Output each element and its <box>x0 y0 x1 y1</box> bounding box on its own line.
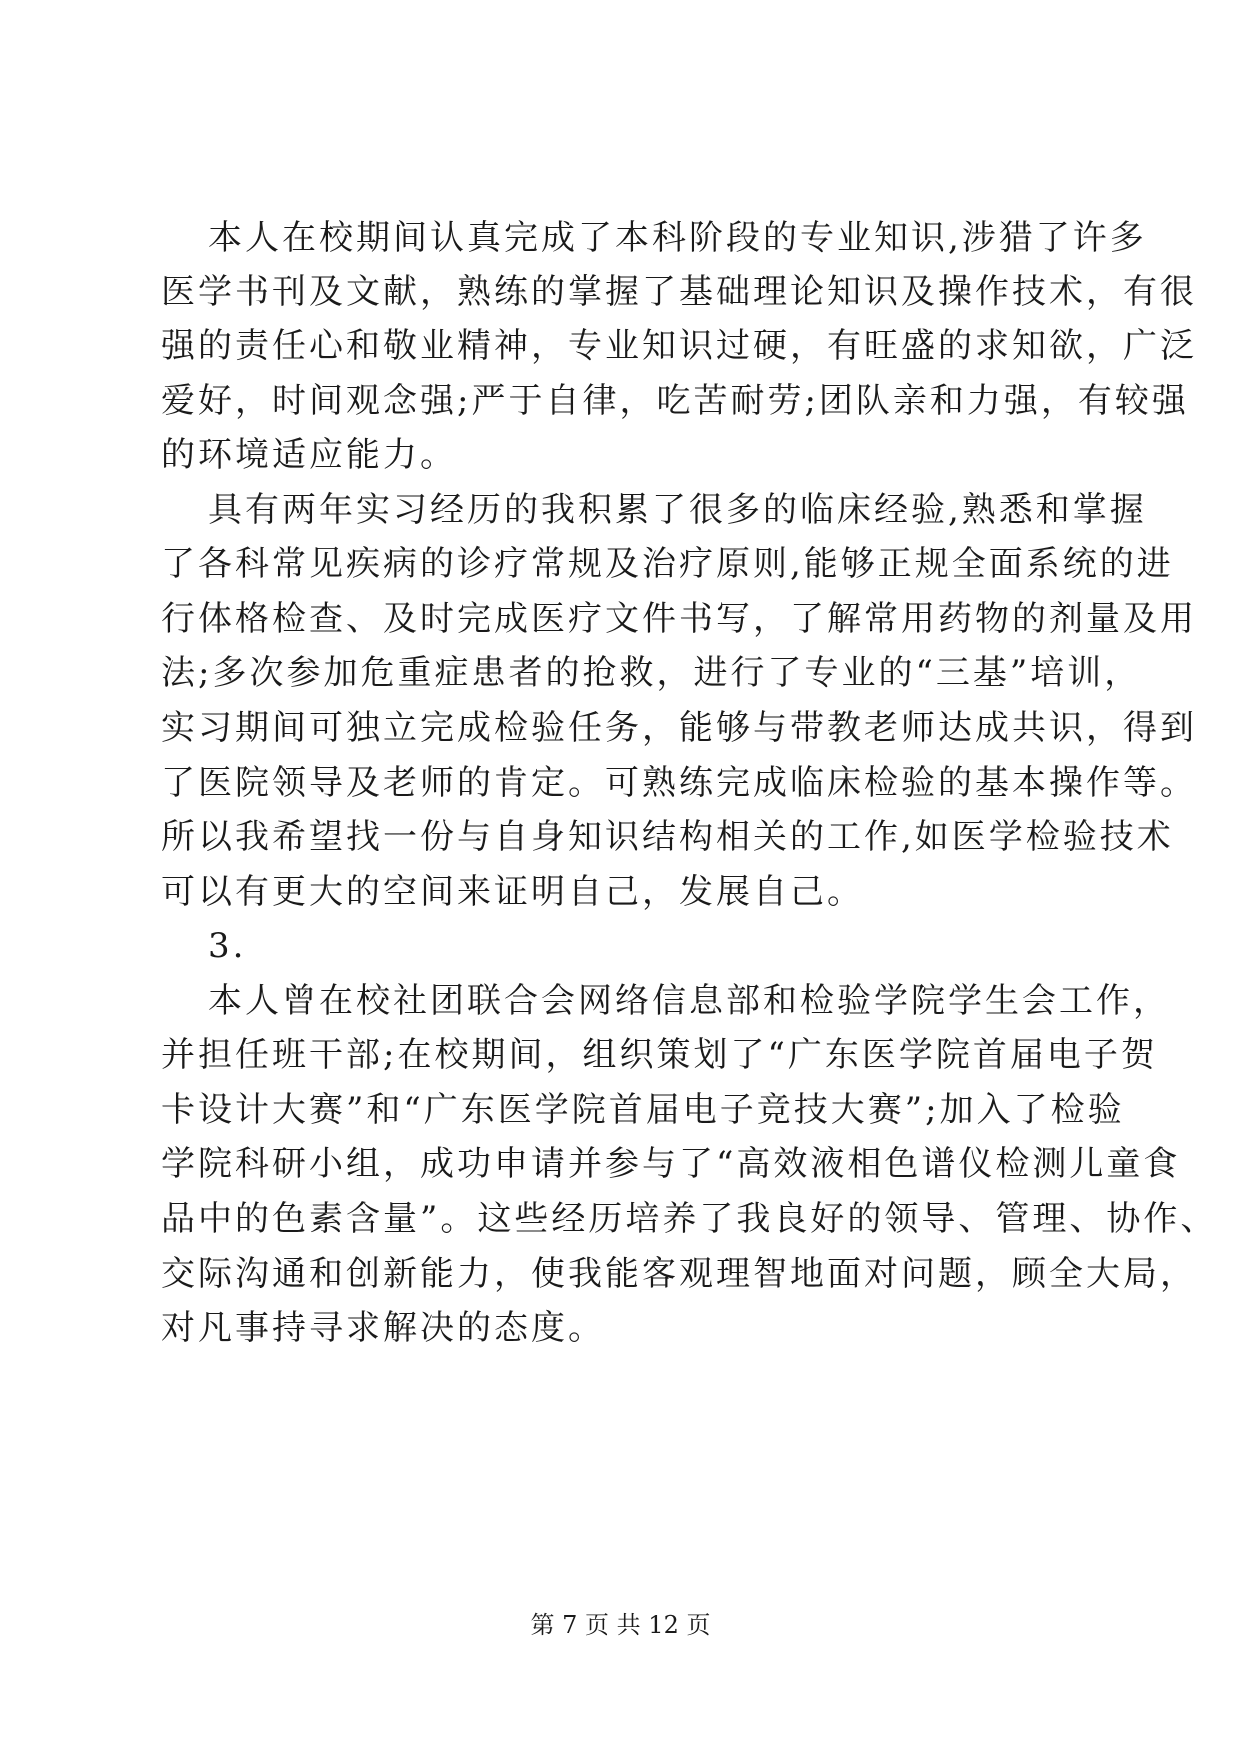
text-line: 本人在校期间认真完成了本科阶段的专业知识,涉猎了许多 <box>208 218 1147 258</box>
text-line: 了医院领导及老师的肯定。可熟练完成临床检验的基本操作等。 <box>161 763 1197 803</box>
text-line: 的环境适应能力。 <box>161 435 457 475</box>
text-line: 品中的色素含量”。这些经历培养了我良好的领导、管理、协作、 <box>161 1199 1218 1239</box>
text-line: 了各科常见疾病的诊疗常规及治疗原则,能够正规全面系统的进 <box>161 544 1174 584</box>
text-line: 医学书刊及文献，熟练的掌握了基础理论知识及操作技术，有很 <box>161 272 1197 312</box>
text-line: 可以有更大的空间来证明自己，发展自己。 <box>161 872 864 912</box>
page-footer: 第 7 页 共 12 页 <box>530 1611 711 1639</box>
text-line: 爱好，时间观念强;严于自律，吃苦耐劳;团队亲和力强，有较强 <box>161 381 1189 421</box>
text-line: 卡设计大赛”和“广东医学院首届电子竞技大赛”;加入了检验 <box>161 1090 1125 1130</box>
text-line: 所以我希望找一份与自身知识结构相关的工作,如医学检验技术 <box>161 817 1174 857</box>
text-line: 学院科研小组，成功申请并参与了“高效液相色谱仪检测儿童食 <box>161 1144 1181 1184</box>
text-line: 并担任班干部;在校期间，组织策划了“广东医学院首届电子贺 <box>161 1035 1158 1075</box>
text-line: 对凡事持寻求解决的态度。 <box>161 1308 605 1348</box>
text-line: 本人曾在校社团联合会网络信息部和检验学院学生会工作， <box>208 981 1170 1021</box>
text-line: 具有两年实习经历的我积累了很多的临床经验,熟悉和掌握 <box>208 490 1147 530</box>
text-line: 交际沟通和创新能力，使我能客观理智地面对问题，顾全大局， <box>161 1254 1197 1294</box>
section-number: 3. <box>208 926 247 966</box>
text-line: 行体格检查、及时完成医疗文件书写，了解常用药物的剂量及用 <box>161 599 1197 639</box>
text-line: 强的责任心和敬业精神，专业知识过硬，有旺盛的求知欲，广泛 <box>161 326 1197 366</box>
text-line: 实习期间可独立完成检验任务，能够与带教老师达成共识，得到 <box>161 708 1197 748</box>
text-line: 法;多次参加危重症患者的抢救，进行了专业的“三基”培训， <box>161 653 1142 693</box>
